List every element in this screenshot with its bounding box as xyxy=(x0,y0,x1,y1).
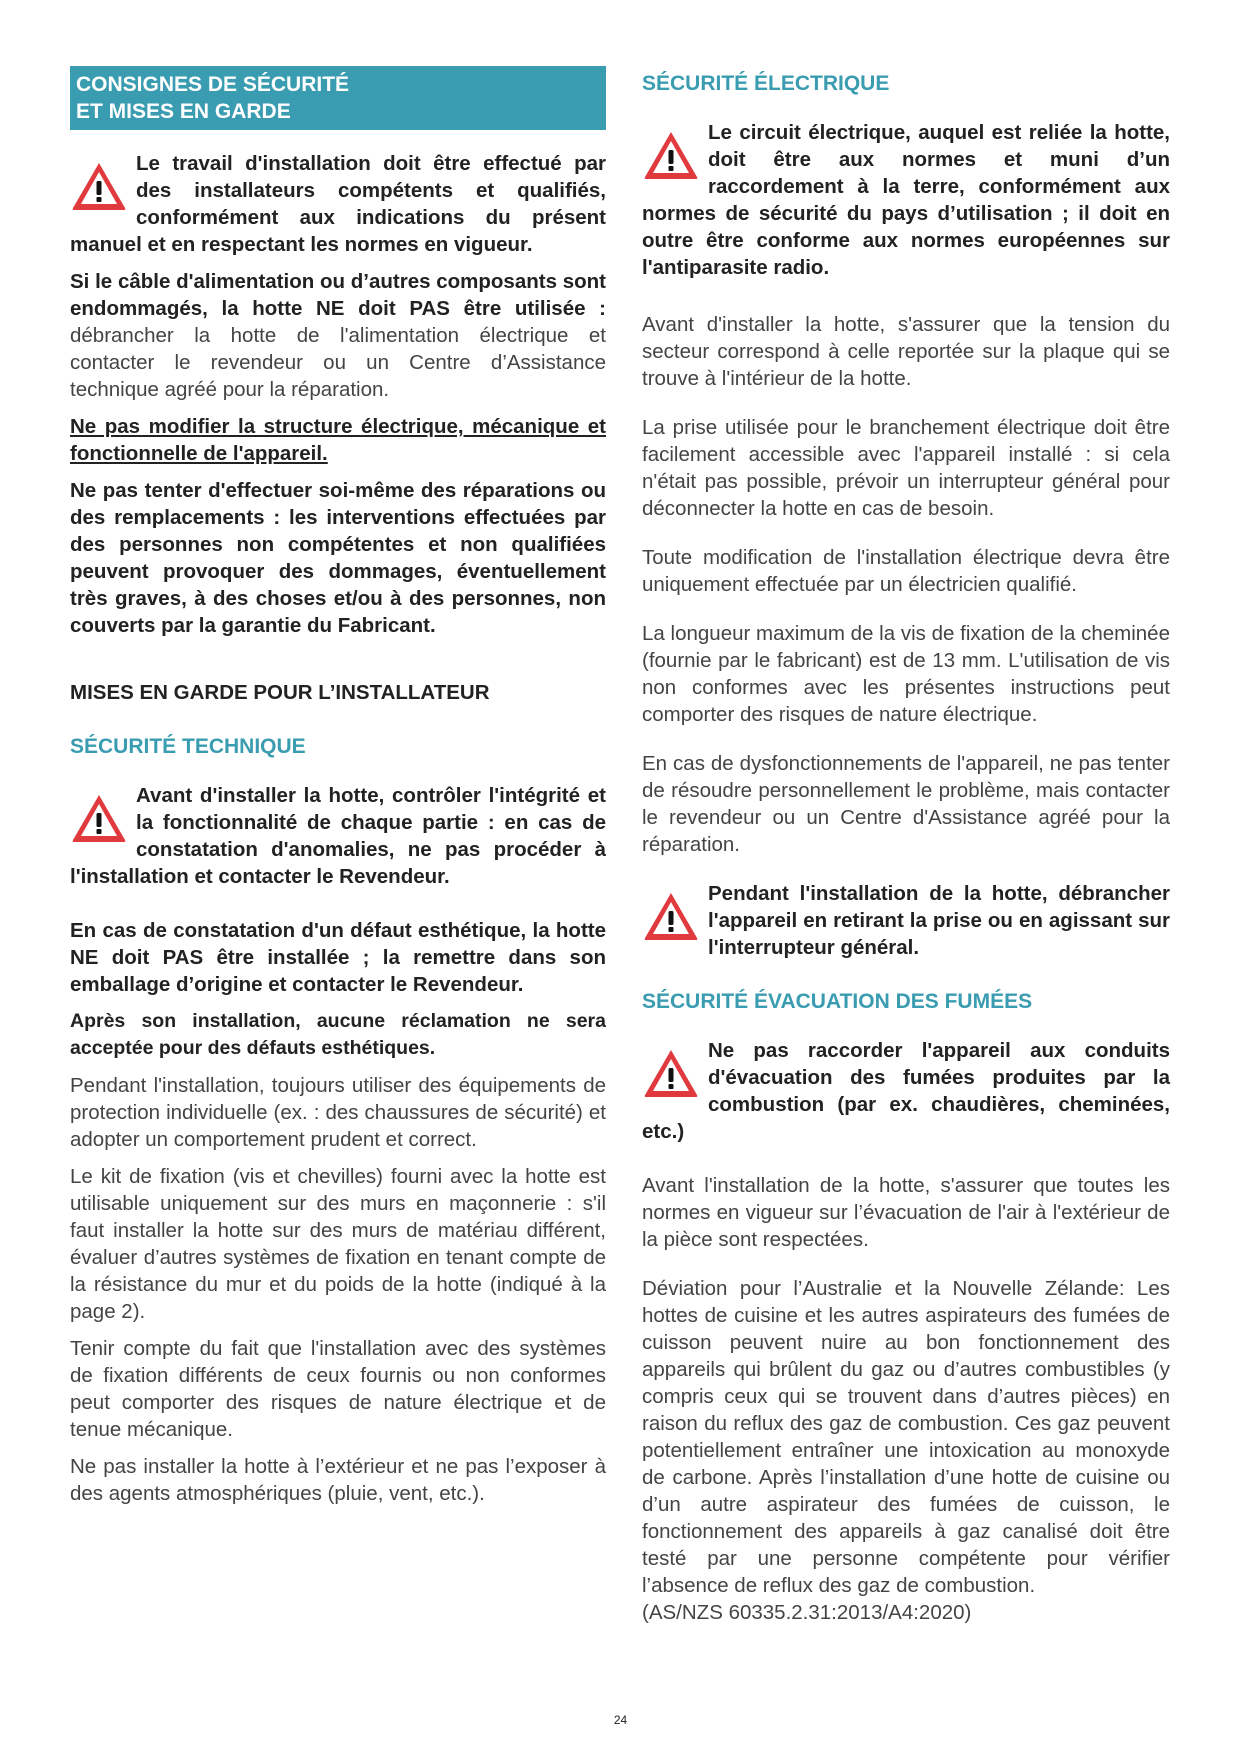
warning-block-check xyxy=(70,782,606,890)
banner-line-1: CONSIGNES DE SÉCURITÉ xyxy=(76,73,350,96)
section-banner xyxy=(70,66,606,130)
warning-icon xyxy=(642,890,700,942)
defect-notice: En cas de constatation d'un défaut esthétique, la hotte NE doit PAS être installée ; la remettre dans son emballage d’origine et contacter le Revendeur. xyxy=(70,919,606,996)
warning-text: Le circuit électrique, auquel est reliée la hotte, doit être aux normes et muni d’un raccordement à la terre, conformément aux normes de sécurité du pays d’utilisation ; il doit en outre être conforme aux normes européennes sur l'antiparasite radio. xyxy=(642,121,1170,279)
fixing-kit-paragraph: Le kit de fixation (vis et chevilles) fourni avec la hotte est utilisable uniquement sur des murs en maçonnerie : s'il faut installer la hotte sur des murs de matériau différent, évaluer d’autres systèmes de fixation en tenant compte de la résistance du mur et du poids de la hotte (indiqué à la page 2). xyxy=(70,1165,606,1323)
malfunction-paragraph: En cas de dysfonctionnements de l'appareil, ne pas tenter de résoudre personnellement le problème, mais contacter le revendeur ou un Centre d'Assistance agréé pour la réparation. xyxy=(642,752,1170,856)
no-claims-notice: Après son installation, aucune réclamation ne sera acceptée pour des défauts esthétiques. xyxy=(70,1010,606,1059)
plug-paragraph: La prise utilisée pour le branchement électrique doit être facilement accessible avec l'appareil installé : si cela n'était pas possible, prévoir un interrupteur général pour déconnecter la hotte en cas de besoin. xyxy=(642,416,1170,520)
installer-heading: MISES EN GARDE POUR L’INSTALLATEUR xyxy=(70,681,490,704)
warning-block-fumes xyxy=(642,1037,1170,1145)
cable-paragraph xyxy=(70,268,606,403)
warning-block-unplug xyxy=(642,880,1170,961)
warning-text: Avant d'installer la hotte, contrôler l'intégrité et la fonctionnalité de chaque partie : en cas de constatation d'anomalies, ne pas procéder à l'installation et contacter le Revendeur. xyxy=(70,784,606,888)
warning-text: Ne pas raccorder l'appareil aux conduits d'évacuation des fumées produites par la combustion (par ex. chaudières, cheminées, etc.) xyxy=(642,1039,1170,1143)
outdoor-paragraph: Ne pas installer la hotte à l’extérieur et ne pas l’exposer à des agents atmosphériques (pluie, vent, etc.). xyxy=(70,1455,606,1505)
warning-block-circuit xyxy=(642,119,1170,281)
banner-line-2: ET MISES EN GARDE xyxy=(76,100,291,123)
fumes-safety-heading: SÉCURITÉ ÉVACUATION DES FUMÉES xyxy=(642,990,1033,1013)
modification-paragraph: Toute modification de l'installation électrique devra être uniquement effectuée par un électricien qualifié. xyxy=(642,546,1170,596)
electrical-safety-heading: SÉCURITÉ ÉLECTRIQUE xyxy=(642,72,890,95)
left-column xyxy=(70,66,606,1507)
warning-icon xyxy=(70,792,128,844)
cable-bold: Si le câble d'alimentation ou d’autres composants sont endommagés, la hotte NE doit PAS être utilisée : xyxy=(70,270,606,320)
right-column xyxy=(642,66,1170,1626)
warning-text: Pendant l'installation de la hotte, débrancher l'appareil en retirant la prise ou en agissant sur l'interrupteur général. xyxy=(708,882,1170,959)
warning-icon xyxy=(70,160,128,212)
other-fixings-paragraph: Tenir compte du fait que l'installation avec des systèmes de fixation différents de ceux fournis ou non conformes peut comporter des risques de nature électrique et de tenue mécanique. xyxy=(70,1337,606,1441)
warning-icon xyxy=(642,129,700,181)
cable-text: débrancher la hotte de l'alimentation électrique et contacter le revendeur ou un Centre d’Assistance technique agréé pour la réparation. xyxy=(70,324,606,401)
no-repair-notice: Ne pas tenter d'effectuer soi-même des réparations ou des remplacements : les interventions effectuées par des personnes non compétentes et non qualifiées peuvent provoquer des dommages, éventuellement très graves, à des choses et/ou à des personnes, non couverts par la garantie du Fabricant. xyxy=(70,479,606,637)
air-norms-paragraph: Avant l'installation de la hotte, s'assurer que toutes les normes en vigueur sur l’évacuation de l'air à l'extérieur de la pièce sont respectées. xyxy=(642,1174,1170,1251)
standard-reference: (AS/NZS 60335.2.31:2013/A4:2020) xyxy=(642,1601,972,1624)
no-modify-notice: Ne pas modifier la structure électrique, mécanique et fonctionnelle de l'appareil. xyxy=(70,415,606,465)
voltage-paragraph: Avant d'installer la hotte, s'assurer que la tension du secteur correspond à celle reportée sur la plaque qui se trouve à l'intérieur de la hotte. xyxy=(642,313,1170,390)
warning-text: Le travail d'installation doit être effectué par des installateurs compétents et qualifiés, conformément aux indications du présent manuel et en respectant les normes en vigueur. xyxy=(70,152,606,256)
tech-safety-heading: SÉCURITÉ TECHNIQUE xyxy=(70,735,306,758)
warning-block-installers xyxy=(70,150,606,258)
screw-paragraph: La longueur maximum de la vis de fixation de la cheminée (fournie par le fabricant) est de 13 mm. L'utilisation de vis non conformes avec les présentes instructions peut comporter des risques de nature électrique. xyxy=(642,622,1170,726)
australia-paragraph: Déviation pour l’Australie et la Nouvelle Zélande: Les hottes de cuisine et les autres aspirateurs des fumées de cuisson peuvent nuire au bon fonctionnement des appareils qui brûlent du gaz ou d’autres combustibles (y compris ceux qui se trouvent dans d’autres pièces) en raison du reflux des gaz de combustion. Ces gaz peuvent potentiellement entraîner une intoxication au monoxyde de carbone. Après l’installation d’une hotte de cuisine ou d’un autre aspirateur des fumées de cuisson, le fonctionnement des appareils à gaz canalisé doit être testé par une personne compétente pour vérifier l’absence de reflux des gaz de combustion. xyxy=(642,1277,1170,1597)
page-number: 24 xyxy=(613,1713,628,1727)
warning-icon xyxy=(642,1047,700,1099)
protection-paragraph: Pendant l'installation, toujours utiliser des équipements de protection individuelle (ex. : des chaussures de sécurité) et adopter un comportement prudent et correct. xyxy=(70,1074,606,1151)
